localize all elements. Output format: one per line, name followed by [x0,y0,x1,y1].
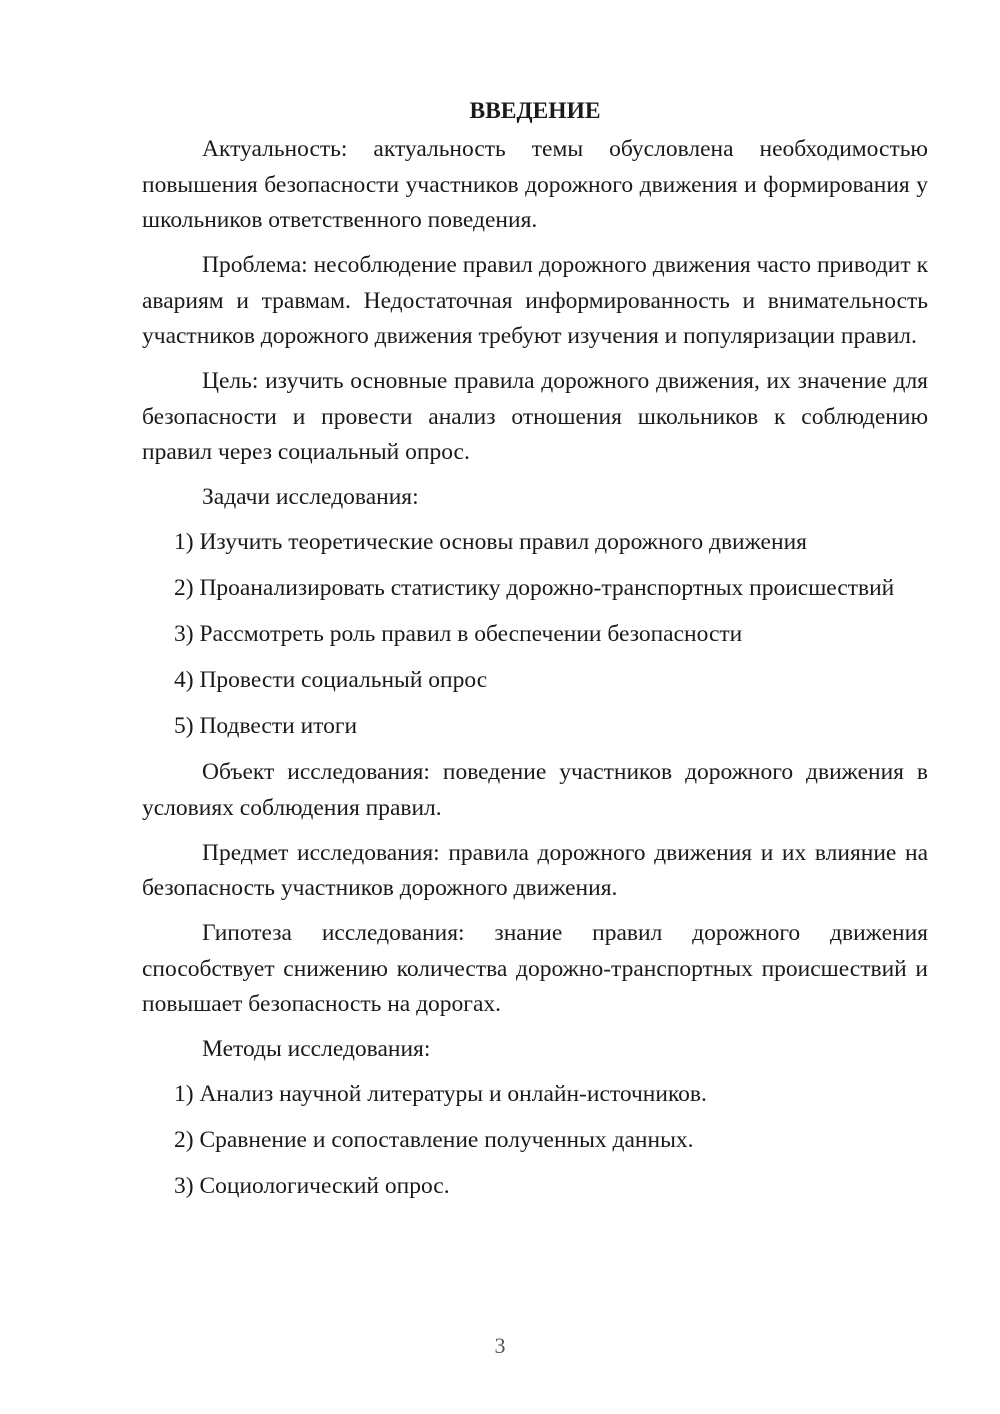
method-item: 1) Анализ научной литературы и онлайн-источников. [174,1081,707,1107]
document-page [142,96,928,1215]
problem-paragraph: Проблема: несоблюдение правил дорожного движения часто приводит к авариям и травмам. Недостаточная информированность и внимательность участников дорожного движения требуют изучения и популяризации правил. [142,252,928,349]
method-item: 3) Социологический опрос. [174,1173,450,1199]
goal-paragraph: Цель: изучить основные правила дорожного движения, их значение для безопасности и провести анализ отношения школьников к соблюдению правил через социальный опрос. [142,368,928,465]
hypothesis-paragraph: Гипотеза исследования: знание правил дорожного движения способствует снижению количества дорожно-транспортных происшествий и повышает безопасность на дорогах. [142,920,928,1017]
page-number: 3 [494,1333,506,1358]
subject-paragraph: Предмет исследования: правила дорожного движения и их влияние на безопасность участников дорожного движения. [142,839,928,901]
page-title: ВВЕДЕНИЕ [469,98,601,124]
task-item: 3) Рассмотреть роль правил в обеспечении безопасности [174,621,743,647]
tasks-heading: Задачи исследования: [202,484,419,510]
object-paragraph: Объект исследования: поведение участников дорожного движения в условиях соблюдения правил. [142,759,928,821]
task-item: 1) Изучить теоретические основы правил дорожного движения [174,529,807,555]
method-item: 2) Сравнение и сопоставление полученных данных. [174,1127,694,1153]
task-item: 2) Проанализировать статистику дорожно-транспортных происшествий [174,575,895,601]
relevance-paragraph: Актуальность: актуальность темы обусловлена необходимостью повышения безопасности участников дорожного движения и формирования у школьников ответственного поведения. [142,136,928,233]
task-item: 5) Подвести итоги [174,713,358,739]
methods-heading: Методы исследования: [202,1036,431,1062]
task-item: 4) Провести социальный опрос [174,667,488,693]
